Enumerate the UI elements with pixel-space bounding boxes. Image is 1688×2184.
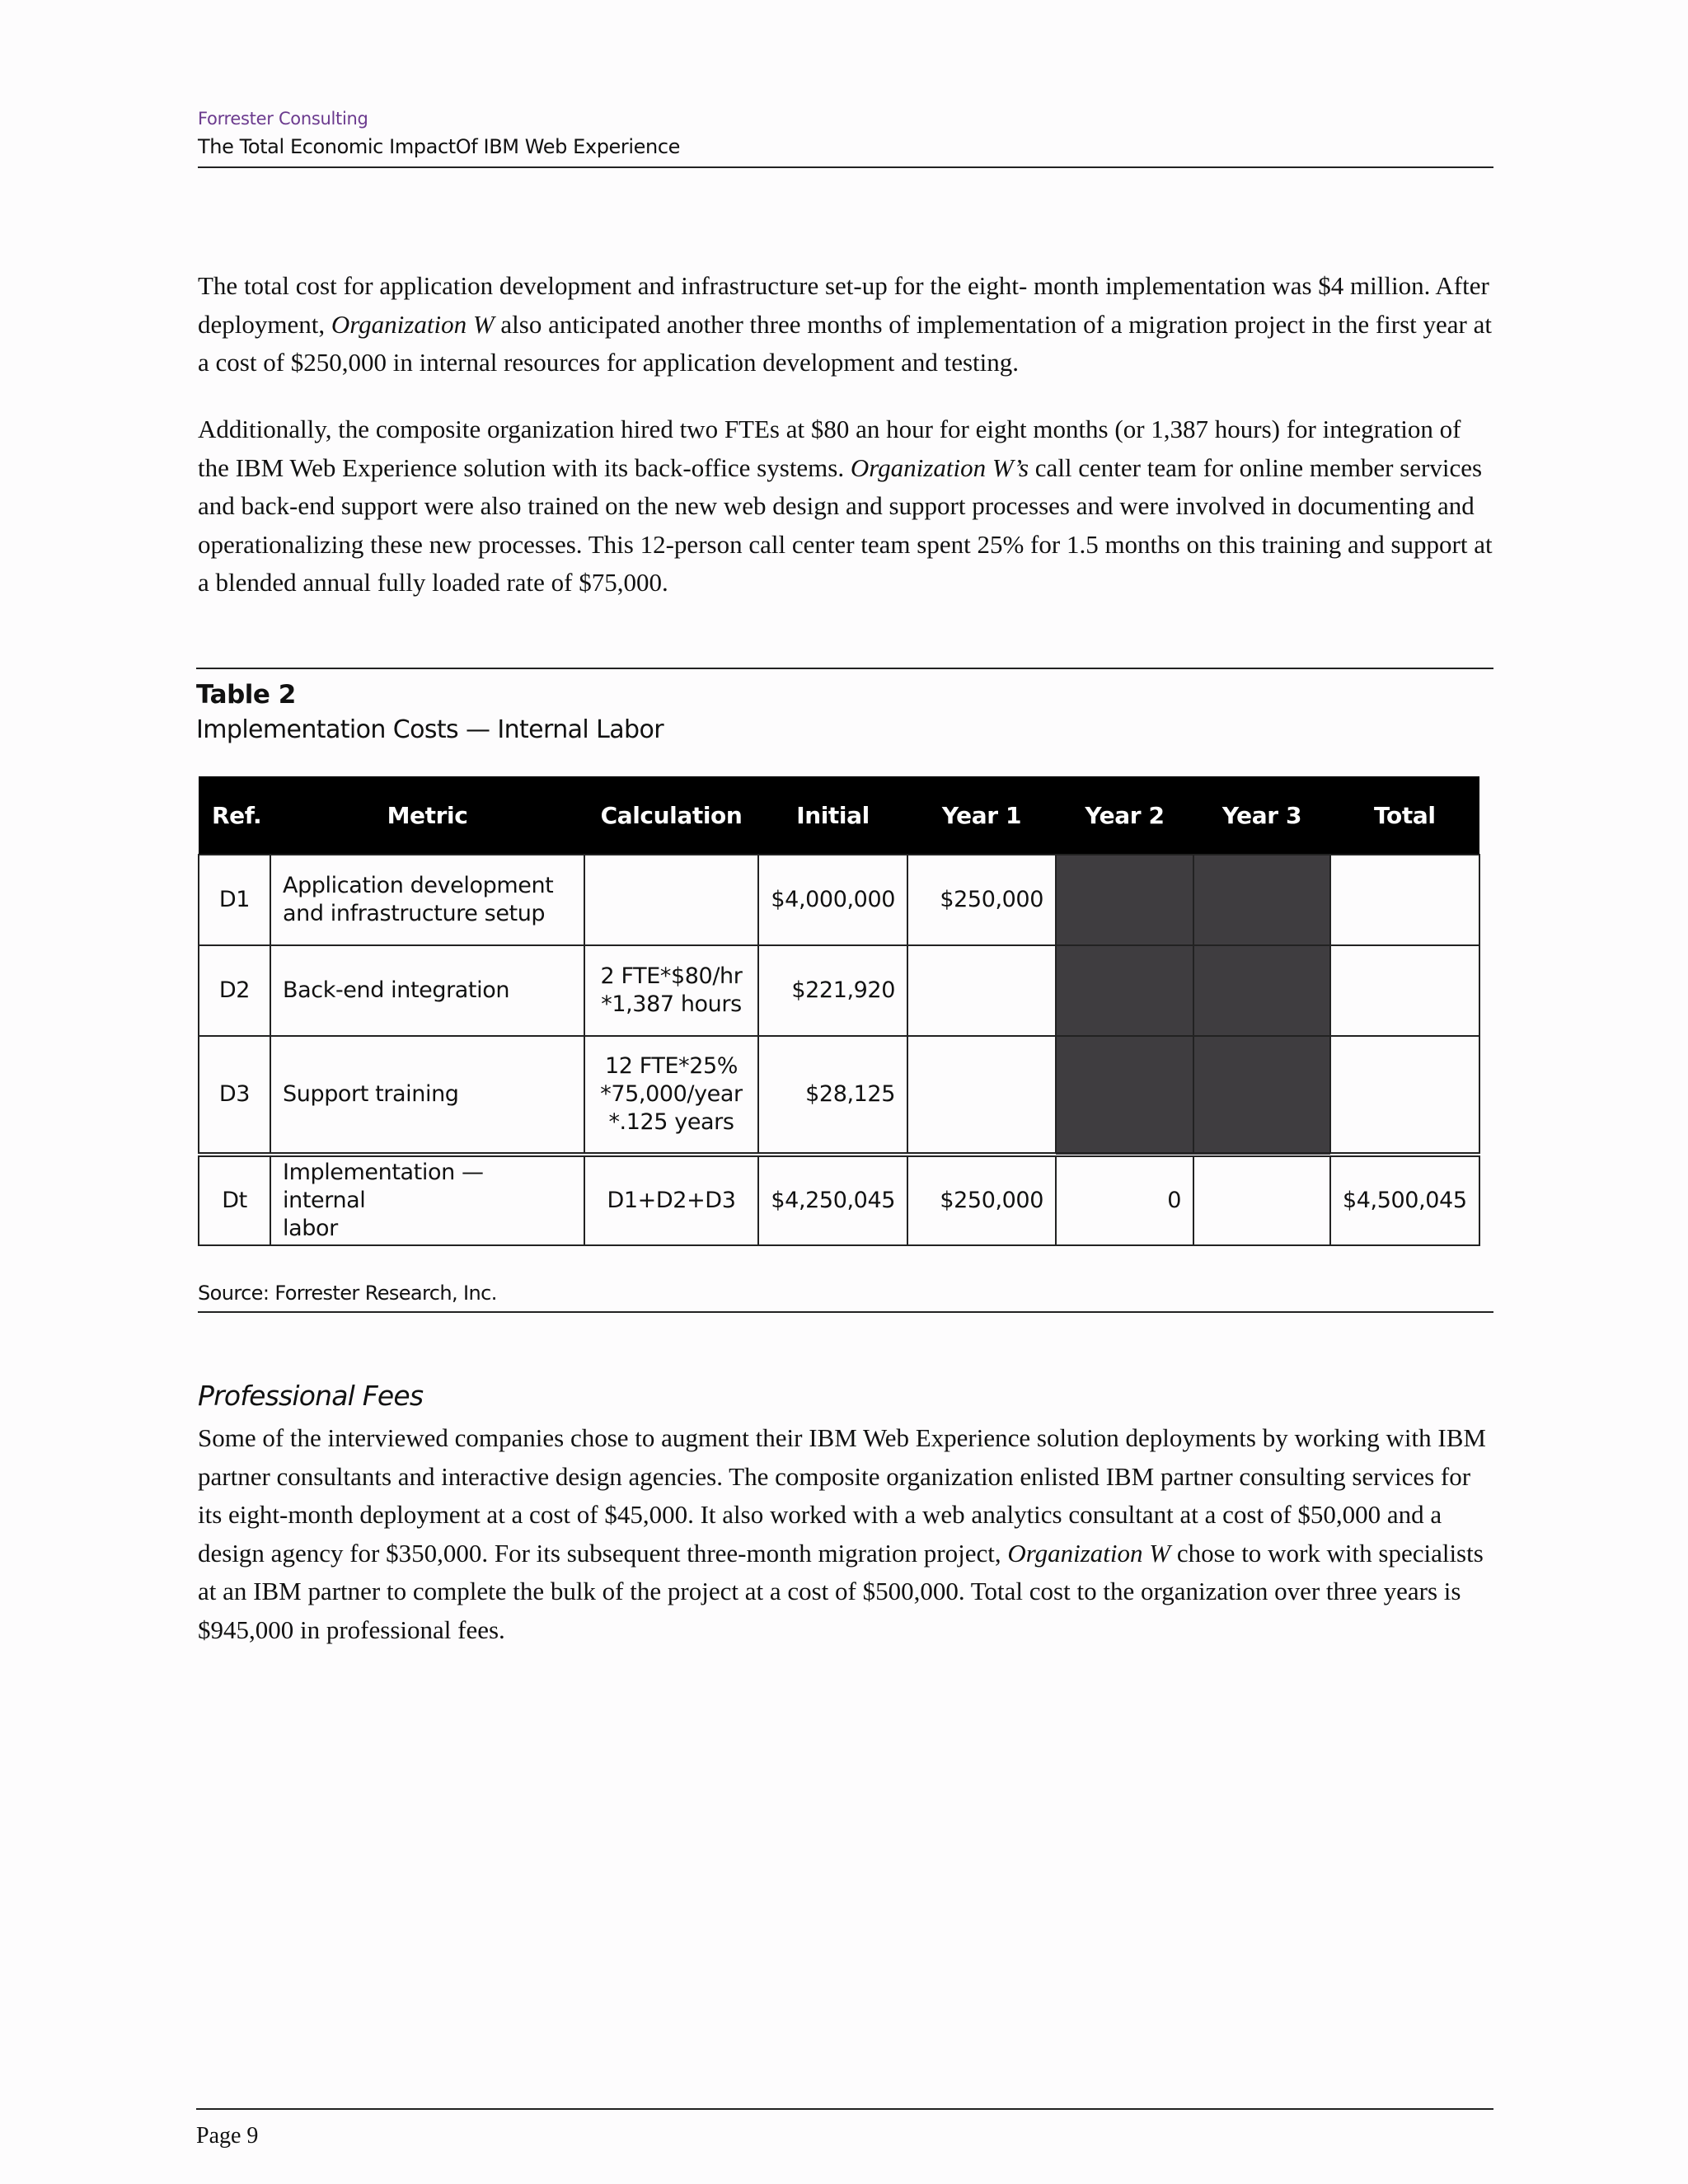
table-row: [199, 1036, 1479, 1155]
cell-initial: $221,920: [758, 945, 907, 1036]
cell-initial: $28,125: [758, 1036, 907, 1155]
cell-year2-shaded: [1056, 1036, 1193, 1155]
column-header-year1: Year 1: [907, 776, 1056, 855]
cell-ref: Dt: [199, 1155, 270, 1245]
table-label: Table 2: [196, 680, 296, 710]
metric-line: labor: [283, 1216, 338, 1241]
table-total-row: [199, 1155, 1479, 1245]
cell-total: $4,500,045: [1330, 1155, 1479, 1245]
cell-year2-shaded: [1056, 855, 1193, 945]
column-header-year2: Year 2: [1056, 776, 1193, 855]
cell-calculation: [584, 945, 758, 1036]
metric-line: Back-end integration: [283, 977, 510, 1003]
cell-year3-shaded: [1193, 855, 1330, 945]
cell-year2-shaded: [1056, 945, 1193, 1036]
cell-year1: [907, 1036, 1056, 1155]
cell-metric: [270, 855, 584, 945]
table-row: [199, 855, 1479, 945]
cell-year1: $250,000: [907, 855, 1056, 945]
column-header-metric: Metric: [270, 776, 584, 855]
paragraph-implementation-cost: [198, 267, 1496, 382]
organization-name: Organization W: [1007, 1538, 1171, 1568]
calculation-line: 2 FTE*$80/hr: [600, 963, 743, 989]
column-header-calculation: Calculation: [584, 776, 758, 855]
calculation-line: *1,387 hours: [601, 991, 742, 1017]
cell-metric: [270, 1036, 584, 1155]
calculation-line: *.125 years: [608, 1109, 734, 1135]
paragraph-text: The total cost for application development and infrastructure set-up for the eight- month implementation was $4 million. After deployment,: [198, 271, 1489, 339]
cell-initial: $4,250,045: [758, 1155, 907, 1245]
organization-name: Organization W’s: [850, 452, 1029, 482]
header-document-title: The Total Economic ImpactOf IBM Web Experience: [198, 135, 680, 158]
cell-year1: $250,000: [907, 1155, 1056, 1245]
cell-ref: D2: [199, 945, 270, 1036]
cell-calculation: D1+D2+D3: [584, 1155, 758, 1245]
cell-calculation: [584, 855, 758, 945]
paragraph-fte-integration: [198, 410, 1496, 602]
calculation-line: 12 FTE*25%: [604, 1053, 738, 1079]
column-header-year3: Year 3: [1193, 776, 1330, 855]
section-heading-professional-fees: Professional Fees: [198, 1380, 424, 1412]
column-header-total: Total: [1330, 776, 1479, 855]
implementation-costs-table: [198, 776, 1480, 1246]
cell-year3-shaded: [1193, 1036, 1330, 1155]
metric-line: Application development: [283, 873, 554, 898]
metric-line: Support training: [283, 1081, 459, 1107]
metric-line: Implementation — internal: [283, 1160, 484, 1213]
cell-ref: D1: [199, 855, 270, 945]
header-company: Forrester Consulting: [198, 109, 368, 129]
cell-ref: D3: [199, 1036, 270, 1155]
metric-line: and infrastructure setup: [283, 901, 546, 926]
page-number: Page 9: [196, 2123, 259, 2149]
paragraph-professional-fees: [198, 1419, 1496, 1649]
table-header-row: [199, 776, 1479, 855]
cell-initial: $4,000,000: [758, 855, 907, 945]
page-footer: [196, 2108, 1493, 2151]
cell-metric: [270, 945, 584, 1036]
cell-year3: [1193, 1155, 1330, 1245]
page-header: [198, 105, 1493, 168]
cell-year2: 0: [1056, 1155, 1193, 1245]
cell-total: [1330, 945, 1479, 1036]
table-title-block: [196, 668, 1493, 748]
paragraph-text: Additionally, the composite organization hired two FTEs at $80 an hour for eight months (or 1,387 hours) for integration of the IBM Web Experience solution with its back-office systems.: [198, 415, 1461, 482]
cell-metric: [270, 1155, 584, 1245]
cell-total: [1330, 1036, 1479, 1155]
table-source-block: [198, 1278, 1493, 1313]
cell-calculation: [584, 1036, 758, 1155]
paragraph-text: also anticipated another three months of implementation of a migration project in the first year at a cost of $250,000 in internal resources for application development and testing.: [198, 309, 1492, 377]
calculation-line: *75,000/year: [600, 1081, 743, 1107]
table-caption: Implementation Costs — Internal Labor: [196, 715, 663, 744]
cell-year1: [907, 945, 1056, 1036]
cell-total: [1330, 855, 1479, 945]
cell-year3-shaded: [1193, 945, 1330, 1036]
organization-name: Organization W: [331, 309, 495, 339]
paragraph-text: Some of the interviewed companies chose to augment their IBM Web Experience solution deployments by working with IBM partner consultants and interactive design agencies. The composite organization enlisted IBM partner consulting services for its eight-month deployment at a cost of $45,000. It also worked with a web analytics consultant at a cost of $50,000 and a design agency for $350,000. For its subsequent three-month migration project,: [198, 1423, 1486, 1568]
column-header-ref: Ref.: [199, 776, 270, 855]
table-source: Source: Forrester Research, Inc.: [198, 1282, 497, 1305]
table-row: [199, 945, 1479, 1036]
paragraph-text: call center team for online member services and back-end support were also trained on the new web design and support processes and were involved in documenting and operationalizing these new processes. This 12-person call center team spent 25% for 1.5 months on this training and support at a blended annual fully loaded rate of $75,000.: [198, 452, 1493, 597]
paragraph-text: chose to work with specialists at an IBM partner to complete the bulk of the project at a cost of $500,000. Total cost to the organization over three years is $945,000 in professional fees.: [198, 1538, 1484, 1644]
column-header-initial: Initial: [758, 776, 907, 855]
